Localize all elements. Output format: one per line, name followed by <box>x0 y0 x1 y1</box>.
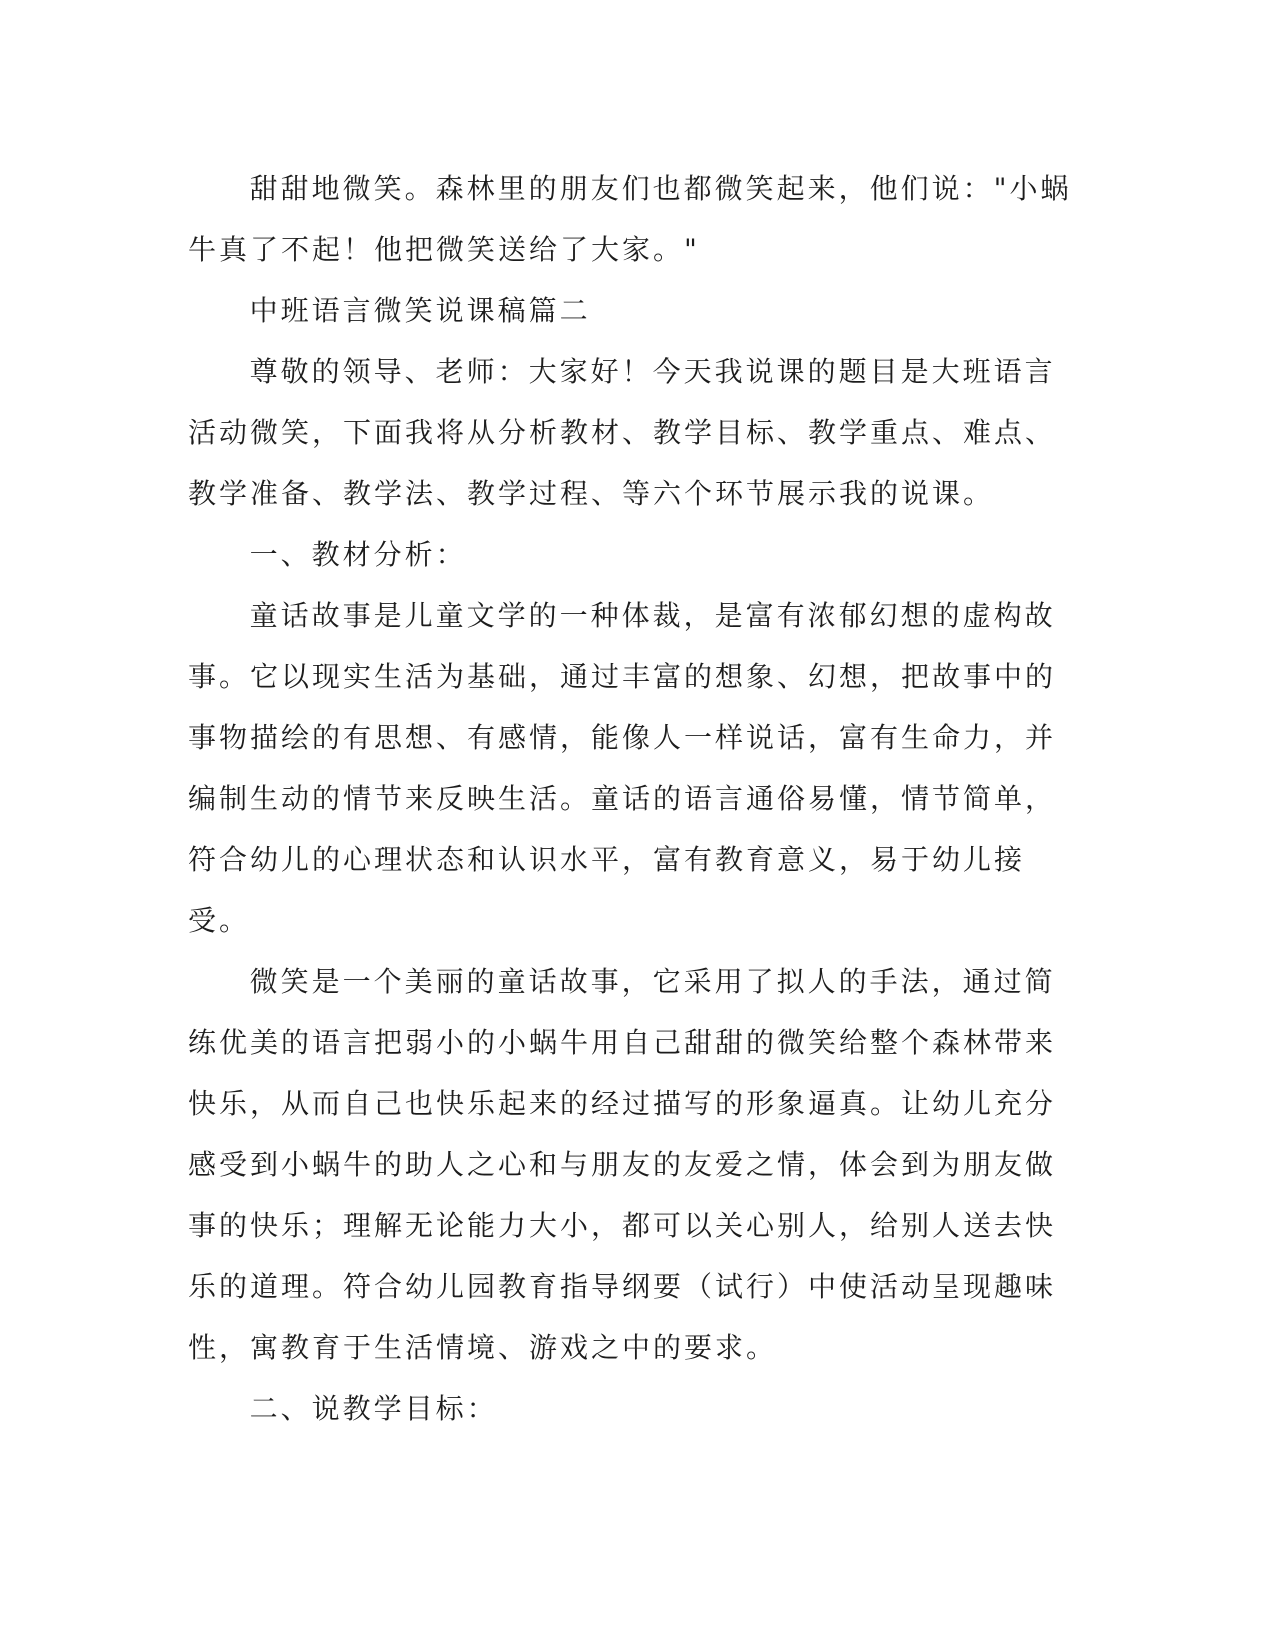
heading-teaching-goals: 二、说教学目标： <box>249 1392 498 1425</box>
paragraph-fairy-tale: 童话故事是儿童文学的一种体裁，是富有浓郁幻想的虚构故事。它以现实生活为基础，通过丰富的想象、幻想，把故事中的事物描绘的有思想、有感情，能像人一样说话，富有生命力，并编制生动的情节来反映生活。童话的语言通俗易懂，情节简单，符合幼儿的心理状态和认识水平，富有教育意义，易于幼儿接受。 <box>188 599 1057 937</box>
paragraph-greeting: 尊敬的领导、老师：大家好！今天我说课的题目是大班语言活动微笑，下面我将从分析教材、教学目标、教学重点、难点、教学准备、教学法、教学过程、等六个环节展示我的说课。 <box>188 355 1057 510</box>
paragraph-smile-story: 微笑是一个美丽的童话故事，它采用了拟人的手法，通过简练优美的语言把弱小的小蜗牛用自己甜甜的微笑给整个森林带来快乐，从而自己也快乐起来的经过描写的形象逼真。让幼儿充分感受到小蜗牛的助人之心和与朋友的友爱之情，体会到为朋友做事的快乐；理解无论能力大小，都可以关心别人，给别人送去快乐的道理。符合幼儿园教育指导纲要（试行）中使活动呈现趣味性，寓教育于生活情境、游戏之中的要求。 <box>188 965 1057 1364</box>
section-title: 中班语言微笑说课稿篇二 <box>249 294 591 327</box>
document-body <box>188 158 1078 1439</box>
heading-material-analysis: 一、教材分析： <box>249 538 467 571</box>
paragraph-story-ending: 甜甜地微笑。森林里的朋友们也都微笑起来，他们说："小蜗牛真了不起！他把微笑送给了大家。" <box>188 172 1072 266</box>
